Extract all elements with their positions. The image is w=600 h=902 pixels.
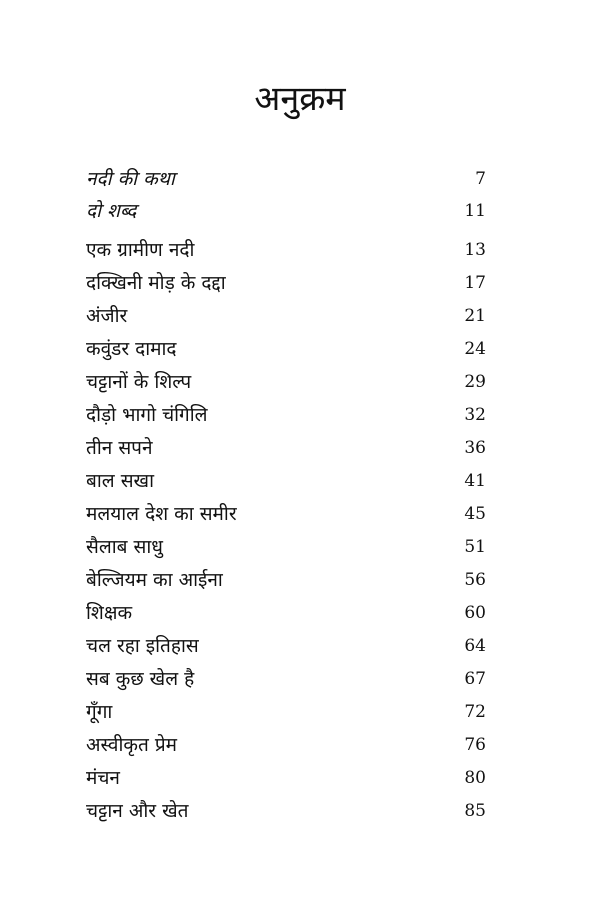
toc-entry	[86, 631, 486, 661]
toc-entry	[86, 196, 486, 226]
toc-entry	[86, 598, 486, 628]
toc-entry	[86, 334, 486, 364]
toc-entry	[86, 235, 486, 265]
toc-entry	[86, 499, 486, 529]
toc-entry-page: 29	[464, 372, 486, 392]
toc-entry-page: 67	[464, 669, 486, 689]
toc-entry-page: 76	[464, 735, 486, 755]
toc-entry-title: चट्टान और खेत	[86, 800, 189, 822]
toc-entry-title: एक ग्रामीण नदी	[86, 239, 195, 261]
toc-entry-title: शिक्षक	[86, 602, 133, 624]
toc-entry-title: दो शब्द	[86, 200, 137, 222]
toc-entry-page: 41	[464, 471, 486, 491]
toc-entry	[86, 697, 486, 727]
toc-entry-title: दक्खिनी मोड़ के दद्दा	[86, 272, 226, 294]
toc-entry-title: अंजीर	[86, 305, 128, 327]
toc-entry-title: मलयाल देश का समीर	[86, 503, 237, 525]
toc-entry-page: 7	[475, 169, 486, 189]
toc-entry	[86, 268, 486, 298]
toc-entry-page: 17	[464, 273, 486, 293]
toc-entry-page: 24	[464, 339, 486, 359]
toc-entry-page: 60	[464, 603, 486, 623]
toc-entry-page: 64	[464, 636, 486, 656]
toc-entry-page: 32	[464, 405, 486, 425]
toc-entry-title: चल रहा इतिहास	[86, 635, 199, 657]
toc-entry	[86, 466, 486, 496]
toc-entry	[86, 664, 486, 694]
toc-entry-page: 45	[464, 504, 486, 524]
toc-entry-title: अस्वीकृत प्रेम	[86, 734, 178, 756]
toc-entry-page: 85	[464, 801, 486, 821]
toc-entry-title: तीन सपने	[86, 437, 153, 459]
toc-entry	[86, 796, 486, 826]
toc-entry	[86, 301, 486, 331]
toc-entry-page: 36	[464, 438, 486, 458]
toc-entry-title: नदी की कथा	[86, 168, 175, 190]
toc-entry	[86, 433, 486, 463]
page-title: अनुक्रम	[254, 79, 346, 119]
toc-entry	[86, 164, 486, 194]
toc-entry	[86, 763, 486, 793]
toc-entry-title: मंचन	[86, 767, 120, 789]
toc-entry-title: चट्टानों के शिल्प	[86, 371, 192, 393]
toc-entry-title: सैलाब साधु	[86, 536, 163, 558]
toc-entry	[86, 367, 486, 397]
toc-entry	[86, 565, 486, 595]
toc-entry	[86, 730, 486, 760]
toc-entry-title: सब कुछ खेल है	[86, 668, 195, 690]
toc-entry	[86, 400, 486, 430]
toc-entry-title: दौड़ो भागो चंगिलि	[86, 404, 208, 426]
toc-entry-title: बेल्जियम का आईना	[86, 569, 223, 591]
toc-entry-page: 51	[464, 537, 486, 557]
toc-entry-page: 80	[464, 768, 486, 788]
toc-entry-page: 13	[464, 240, 486, 260]
toc-entry-title: कवुंडर दामाद	[86, 338, 177, 360]
toc-entry-page: 72	[464, 702, 486, 722]
toc-entry-title: बाल सखा	[86, 470, 154, 492]
toc-entry-title: गूँगा	[86, 701, 113, 723]
toc-entry-page: 21	[464, 306, 486, 326]
toc-entry	[86, 532, 486, 562]
toc-entry-page: 56	[464, 570, 486, 590]
toc-entry-page: 11	[464, 201, 486, 221]
